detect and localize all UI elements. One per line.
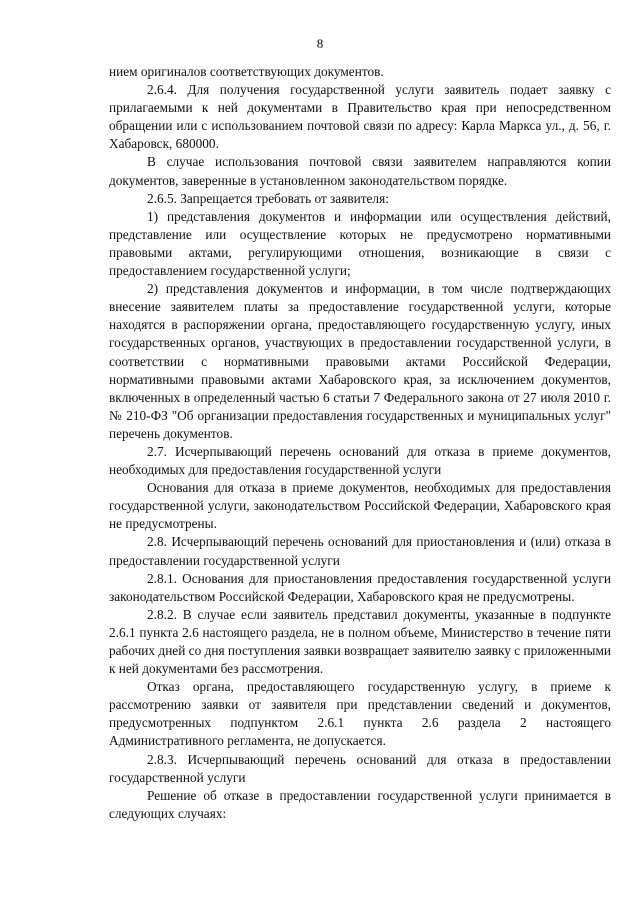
paragraph-2-8-2: 2.8.2. В случае если заявитель представил документы, указанные в подпункте 2.6.1 пункта 2.6 настоящего раздела, не в полном объеме, Министерство в течение пяти рабочих дней со дня поступления заявки возвращает заявителю заявку с приложенными к ней документами без рассмотрения.: [109, 606, 611, 677]
list-item-1: 1) представления документов и информации или осуществления действий, представление или осуществление которых не предусмотрено нормативными правовыми актами, регулирующими отношения, возникающие в связи с предоставлением государственной услуги;: [109, 208, 611, 279]
paragraph-refusal-decision: Решение об отказе в предоставлении государственной услуги принимается в следующих случаях:: [109, 787, 611, 821]
section-heading-2-8-3: 2.8.3. Исчерпывающий перечень оснований для отказа в предоставлении государственной услуги: [109, 751, 611, 785]
section-heading-2-7: 2.7. Исчерпывающий перечень оснований для отказа в приеме документов, необходимых для предоставления государственной услуги: [109, 443, 611, 478]
paragraph-2-6-4: 2.6.4. Для получения государственной услуги заявитель подает заявку с прилагаемыми к ней документами в Правительство края при непосредственном обращении или с использованием почтовой связи по адресу: Карла Маркса ул., д. 56, г. Хабаровск, 680000.: [109, 82, 611, 152]
paragraph-postal-copies: В случае использования почтовой связи заявителем направляются копии документов, заверенные в установленном законодательством порядке.: [109, 154, 611, 188]
paragraph-2-6-5: 2.6.5. Запрещается требовать от заявителя:: [147, 190, 389, 206]
list-item-2: 2) представления документов и информации, в том числе подтверждающих внесение заявителем платы за предоставление государственной услуги, которые находятся в распоряжении органа, предоставляющего государственную услугу, иных государственных органов, участвующих в предоставлении государственной услуги, в соответствии с нормативными правовыми актами Российской Федерации, нормативными правовыми актами Хабаровского края, за исключением документов, включенных в определенный частью 6 статьи 7 Федерального закона от 27 июля 2010 г. № 210-ФЗ "Об организации предоставления государственных и муниципальных услуг" перечень документов.: [109, 281, 611, 441]
paragraph-2-8-1: 2.8.1. Основания для приостановления предоставления государственной услуги законодательством Российской Федерации, Хабаровского края не предусмотрены.: [109, 570, 611, 604]
paragraph-refusal-not-allowed: Отказ органа, предоставляющего государственную услугу, в приеме к рассмотрению заявки от заявителя при представлении сведений и документов, предусмотренных подпунктом 2.6.1 пункта 2.6 раздела 2 настоящего Административного регламента, не допускается.: [109, 679, 611, 749]
page-number: 8: [316, 36, 324, 51]
paragraph-refusal-grounds: Основания для отказа в приеме документов, необходимых для предоставления государственной услуги, законодательством Российской Федерации, Хабаровского края не предусмотрены.: [109, 480, 611, 532]
section-heading-2-8: 2.8. Исчерпывающий перечень оснований для приостановления и (или) отказа в предоставлении государственной услуги: [109, 534, 611, 568]
document-body: [109, 63, 611, 823]
paragraph-continuation: нием оригиналов соответствующих документов.: [109, 64, 384, 79]
